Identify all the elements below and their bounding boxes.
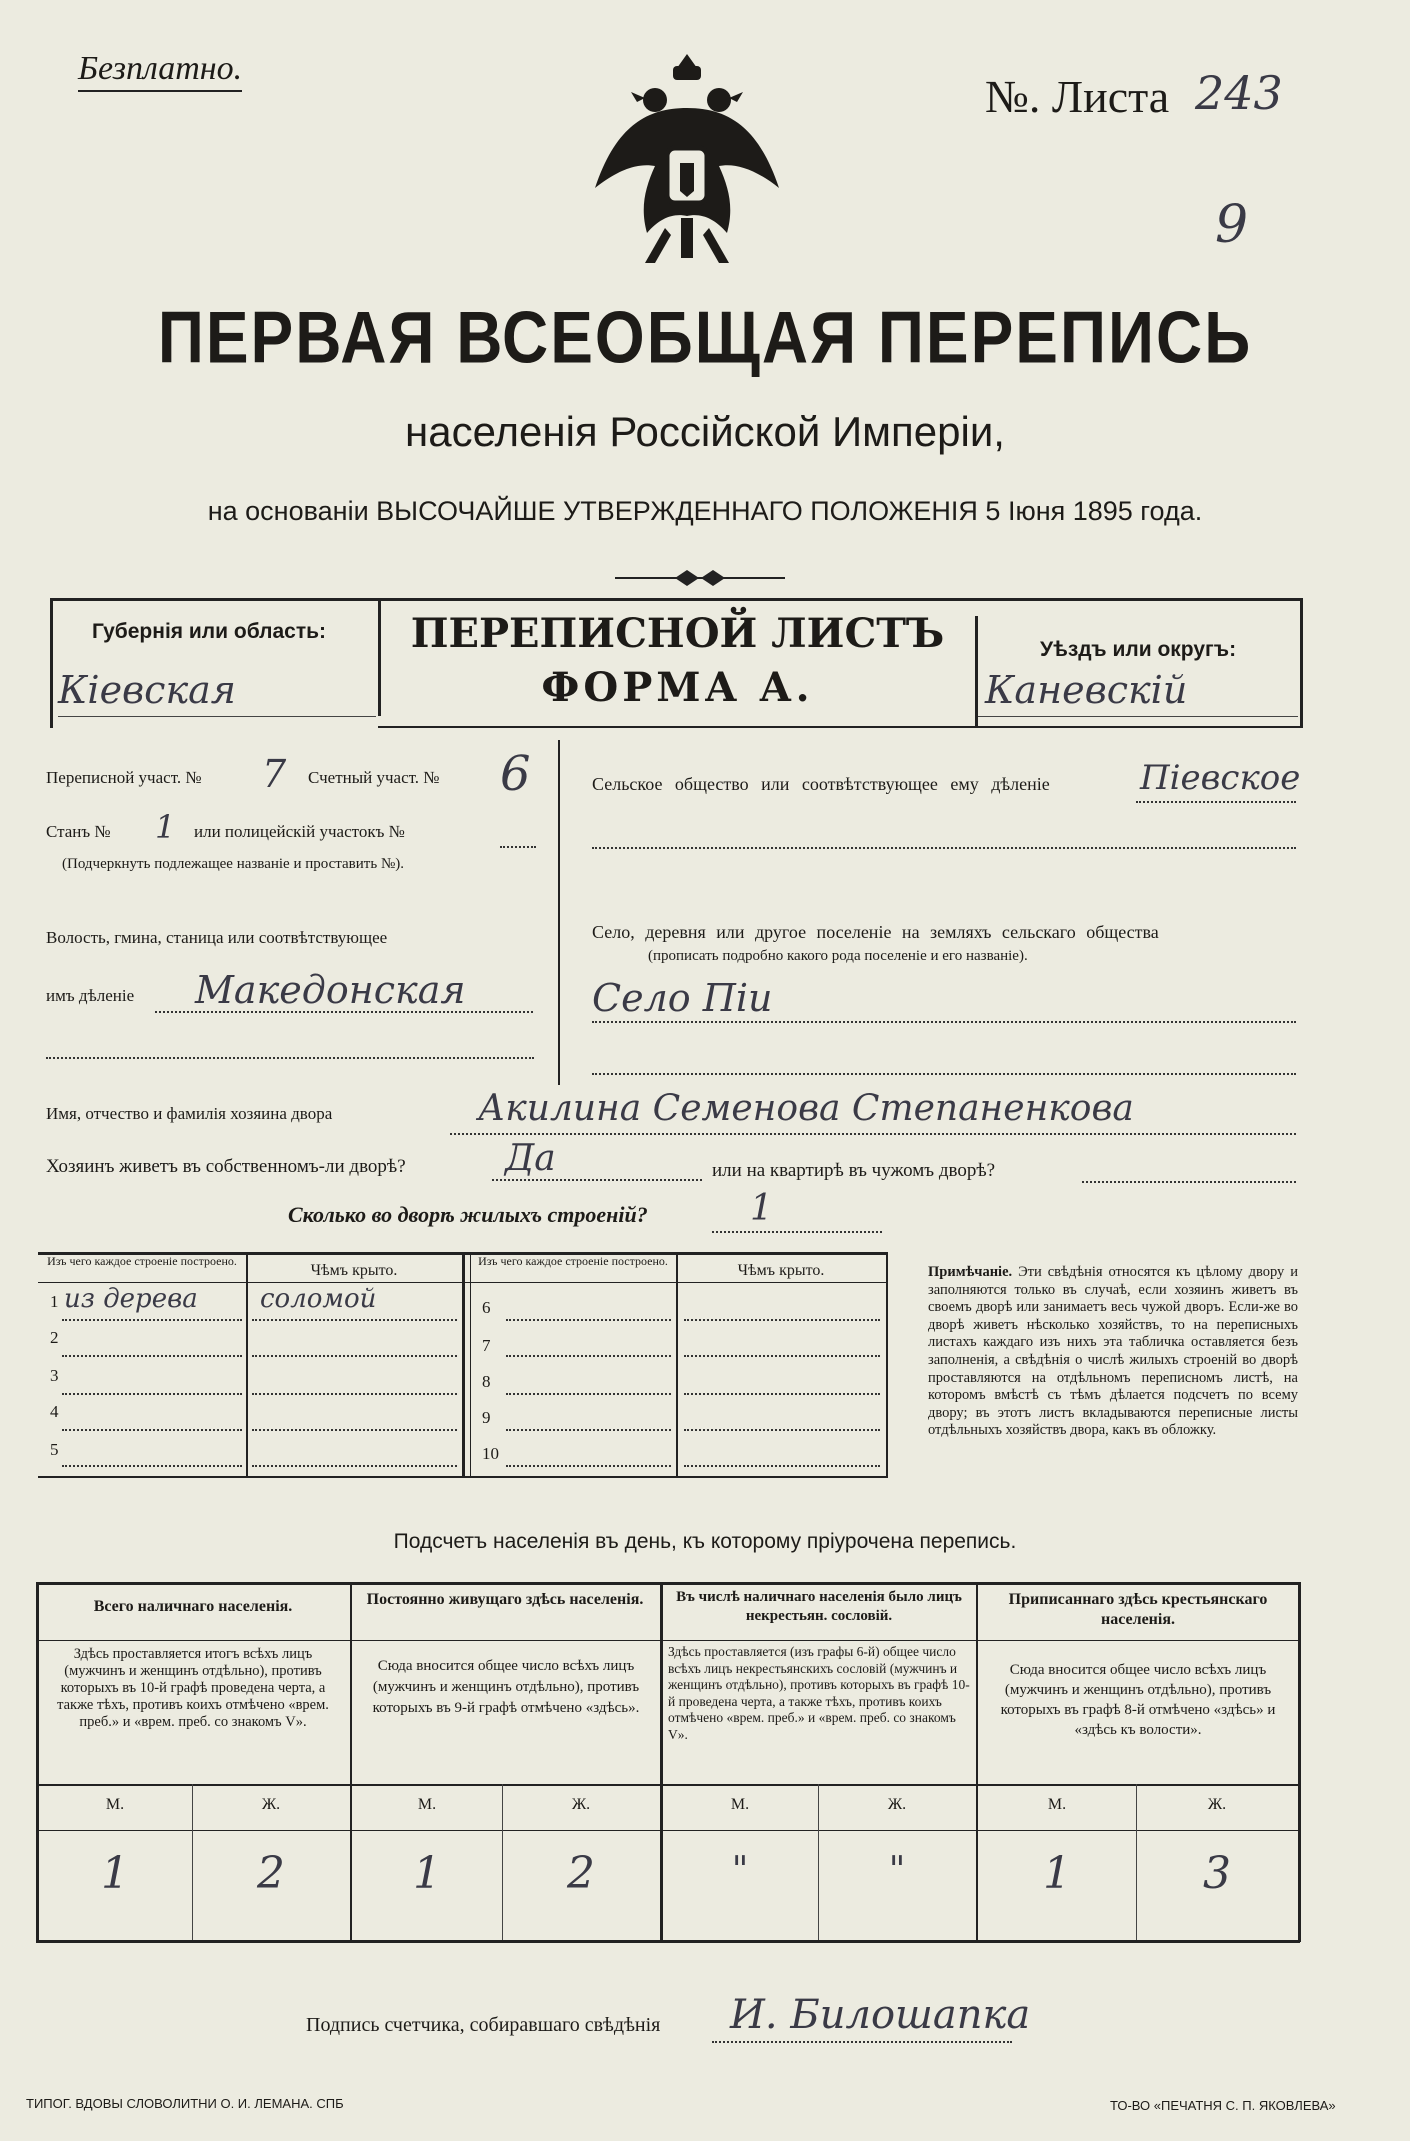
printer-right: ТО-ВО «ПЕЧАТНЯ С. П. ЯКОВЛЕВА»	[1110, 2098, 1336, 2113]
police-district-label: или полицейскій участокъ №	[194, 822, 405, 841]
village-note: (прописать подробно какого рода поселеніе и его названіе).	[648, 948, 1028, 964]
buildings-note	[928, 1264, 1298, 1440]
building-row-number: 6	[482, 1298, 491, 1317]
female-label: Ж.	[887, 1796, 907, 1813]
village-value: Село Піи	[592, 976, 773, 1020]
pop-col-head: Въ числѣ наличнаго населенія было лицъ некрестьян. сословій.	[676, 1589, 962, 1624]
building-row-number: 7	[482, 1336, 491, 1355]
building-row-number: 1	[50, 1292, 59, 1311]
male-count: 1	[413, 1848, 441, 1899]
census-sheet-title: ПЕРЕПИСНОЙ ЛИСТЪ	[410, 610, 945, 657]
population-title: Подсчетъ населенія въ день, къ которому пріурочена перепись.	[393, 1530, 1017, 1553]
building-row-number: 8	[482, 1372, 491, 1391]
count-district-value: 6	[500, 746, 531, 802]
col-material-right: Изъ чего каждое строеніе построено.	[478, 1254, 668, 1268]
corner-number: 9	[1215, 195, 1249, 255]
building-row-number: 2	[50, 1328, 59, 1347]
ornament-divider	[615, 566, 785, 590]
note-title: Примѣчаніе.	[928, 1264, 1013, 1280]
stan-value: 1	[155, 808, 176, 846]
female-count: 3	[1203, 1848, 1231, 1899]
building-row-number: 4	[50, 1402, 59, 1421]
male-count: "	[731, 1850, 749, 1891]
building-row-number: 10	[482, 1444, 499, 1463]
own-yard-label: Хозяинъ живетъ въ собственномъ-ли дворѣ?	[46, 1156, 406, 1177]
female-label: Ж.	[261, 1796, 281, 1813]
volost-value: Македонская	[195, 968, 466, 1012]
pop-col-desc: Сюда вносится общее число всѣхъ лицъ (мужчинъ и женщинъ отдѣльно), противъ которыхъ въ графѣ 8-й отмѣчено «здѣсь» и «здѣсь къ волости».	[1000, 1662, 1276, 1738]
stan-label: Станъ №	[46, 822, 111, 841]
building-row-number: 3	[50, 1366, 59, 1385]
building-roof: соломой	[260, 1284, 377, 1314]
free-label: Безплатно.	[78, 50, 242, 92]
stan-note: (Подчеркнуть подлежащее названіе и проставить №).	[62, 856, 404, 872]
gubernia-value: Кіевская	[58, 668, 236, 712]
female-count: 2	[257, 1848, 285, 1899]
uezd-label: Уѣздъ или округъ:	[1040, 638, 1237, 661]
buildings-value: 1	[750, 1188, 773, 1229]
col-roof-right: Чѣмъ крыто.	[737, 1262, 825, 1279]
double-headed-eagle-emblem	[585, 48, 790, 278]
pop-col-head: Приписаннаго здѣсь крестьянскаго населенія.	[1008, 1591, 1268, 1628]
signature-value: И. Билошапка	[730, 1992, 1031, 2038]
form-name: ФОРМА А.	[541, 664, 814, 711]
male-count: 1	[1043, 1848, 1071, 1899]
owner-name-value: Акилина Семенова Степаненкова	[478, 1088, 1134, 1129]
sheet-number-value: 243	[1195, 66, 1283, 120]
society-value: Пiевское	[1140, 758, 1301, 798]
male-label: М.	[730, 1796, 750, 1813]
census-district-label: Переписной участ. №	[46, 768, 202, 787]
female-count: "	[888, 1850, 906, 1891]
printer-left: ТИПОГ. ВДОВЫ СЛОВОЛИТНИ О. И. ЛЕМАНА. СПБ	[26, 2096, 344, 2111]
buildings-label: Сколько во дворѣ жилыхъ строеній?	[288, 1202, 648, 1227]
pop-col-desc: Сюда вносится общее число всѣхъ лицъ (мужчинъ и женщинъ отдѣльно), противъ которыхъ въ 9-й графѣ отмѣчено «здѣсь».	[372, 1658, 640, 1716]
rented-label: или на квартирѣ въ чужомъ дворѣ?	[712, 1160, 996, 1181]
pop-col-head: Всего наличнаго населенія.	[93, 1598, 293, 1615]
own-yard-value: Да	[505, 1138, 556, 1179]
male-label: М.	[1047, 1796, 1067, 1813]
sheet-number-label: №. Листа	[985, 71, 1170, 122]
owner-name-label: Имя, отчество и фамилія хозяина двора	[46, 1104, 333, 1123]
pop-col-head: Постоянно живущаго здѣсь населенія.	[366, 1591, 644, 1608]
male-count: 1	[101, 1848, 129, 1899]
male-label: М.	[417, 1796, 437, 1813]
gubernia-label: Губернія или область:	[92, 620, 327, 643]
volost-label: Волость, гмина, станица или соотвѣтствующее	[46, 928, 388, 947]
pop-col-desc: Здѣсь проставляется (изъ графы 6-й) общее число всѣхъ лицъ некрестьянскихъ сословій (мужчинъ и женщинъ отдѣльно), противъ которыхъ въ графѣ 10-й проведена черта, а также тѣхъ, противъ коихъ отмѣчено «врем. преб.» и «врем. преб. со знакомъ V».	[668, 1644, 970, 1742]
building-material: из дерева	[64, 1284, 198, 1314]
female-label: Ж.	[571, 1796, 591, 1813]
legal-basis: на основаніи ВЫСОЧАЙШЕ УТВЕРЖДЕННАГО ПОЛОЖЕНІЯ 5 Іюня 1895 года.	[207, 496, 1203, 526]
building-row-number: 5	[50, 1440, 59, 1459]
count-district-label: Счетный участ. №	[308, 768, 440, 787]
male-label: М.	[105, 1796, 125, 1813]
signature-label: Подпись счетчика, собиравшаго свѣдѣнія	[306, 2014, 661, 2036]
page-subtitle: населенія Россійской Имперіи,	[405, 408, 1005, 455]
female-label: Ж.	[1207, 1796, 1227, 1813]
uezd-value: Каневскій	[985, 668, 1188, 712]
note-text: Эти свѣдѣнія относятся къ цѣлому двору и заполняются только въ случаѣ, если хозяинъ живетъ въ своемъ дворѣ или занимаетъ весь чужой дворъ. Если-же во дворѣ живетъ нѣсколько хозяйствъ, то на переписныхъ листахъ каждаго изъ нихъ эта табличка оставляется безъ заполненія, а свѣдѣнія о числѣ жилыхъ строеній во дворѣ проставляются на отдѣльномъ переписномъ листѣ, на которомъ вмѣстѣ съ тѣмъ дѣлается подсчетъ по всему двору; въ этотъ листъ вкладываются переписные листы отдѣльныхъ хозяйствъ двора, какъ въ обложку.	[928, 1264, 1298, 1439]
col-material-left: Изъ чего каждое строеніе построено.	[47, 1254, 237, 1268]
village-label: Село, деревня или другое поселеніе на земляхъ сельскаго общества	[592, 922, 1159, 942]
census-district-value: 7	[262, 752, 287, 796]
female-count: 2	[567, 1848, 595, 1899]
society-label: Сельское общество или соотвѣтствующее ему дѣленіе	[592, 774, 1050, 794]
building-row-number: 9	[482, 1408, 491, 1427]
page-title: ПЕРВАЯ ВСЕОБЩАЯ ПЕРЕПИСЬ	[157, 295, 1253, 379]
col-roof-left: Чѣмъ крыто.	[310, 1262, 398, 1279]
volost-label-2: имъ дѣленіе	[46, 986, 135, 1005]
pop-col-desc: Здѣсь проставляется итогъ всѣхъ лицъ (мужчинъ и женщинъ отдѣльно), противъ которыхъ въ 10-й графѣ проведена черта, а также тѣхъ, противъ коихъ отмѣчено «врем. преб.» и «врем. преб. со знакомъ V».	[57, 1646, 329, 1730]
